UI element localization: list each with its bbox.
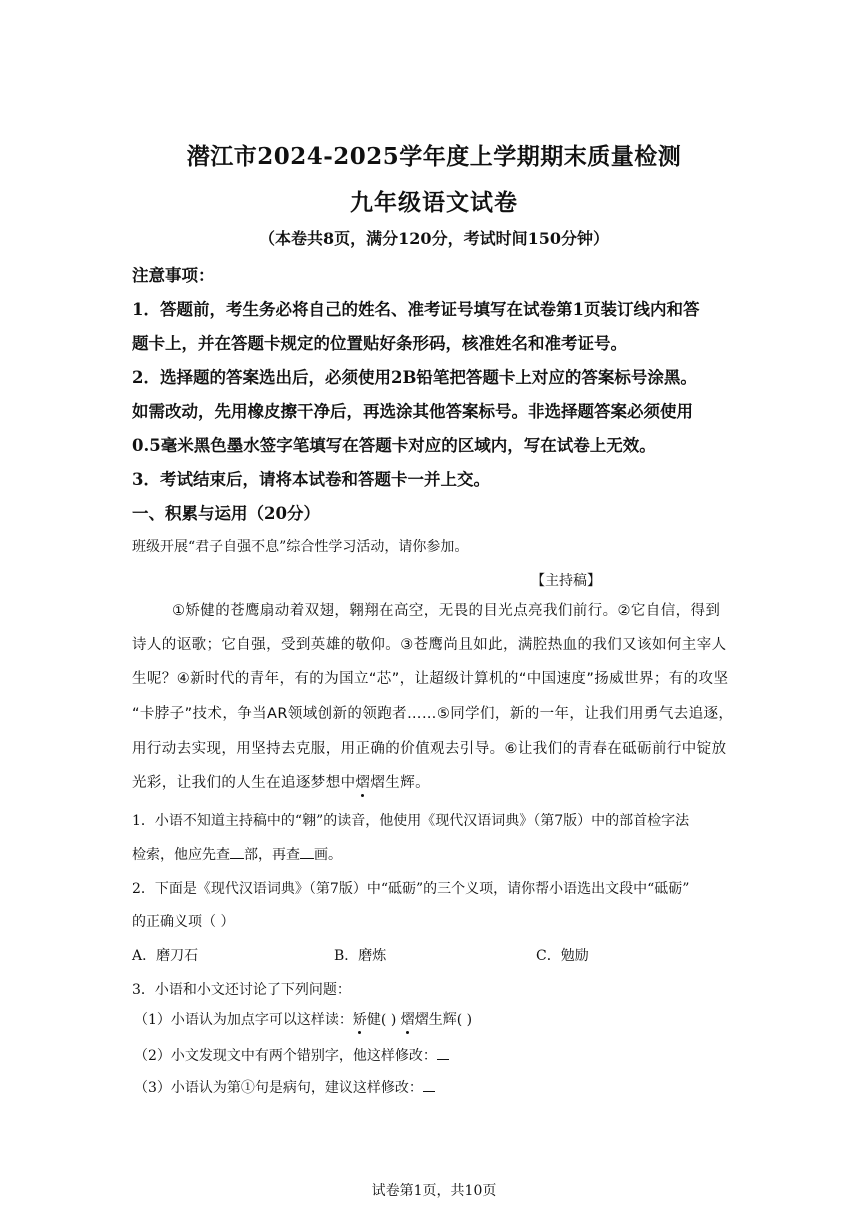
option-b[interactable]: B．磨炼 — [334, 948, 387, 964]
option-a[interactable]: A．磨刀石 — [132, 948, 199, 964]
q3-text: 健( ) — [366, 1012, 397, 1028]
q1-text: 检索，他应先查 — [132, 847, 230, 863]
notice-line: 如需改动，先用橡皮擦干净后，再选涂其他答案标号。非选择题答案必须使用 — [132, 402, 693, 421]
answer-blank[interactable] — [230, 844, 244, 859]
section-heading: 一、积累与运用（20分） — [132, 504, 320, 523]
question-3: 3．小语和小文还讨论了下列问题： — [132, 982, 351, 998]
dotted-char: 熠 — [400, 1012, 415, 1028]
notice-line: 3．考试结束后，请将本试卷和答题卡一并上交。 — [132, 470, 490, 489]
question-3-part3 — [134, 1077, 435, 1097]
question-3-part1 — [134, 1009, 472, 1029]
question-2: 2．下面是《现代汉语词典》（第7版）中“砥砺”的三个义项，请你帮小语选出文段中“砥砺” — [132, 881, 690, 897]
host-line: ①矫健的苍鹰扇动着双翅，翱翔在高空，无畏的目光点亮我们前行。②它自信，得到 — [172, 603, 721, 619]
q3-text: （2）小文发现文中有两个错别字，他这样修改： — [134, 1048, 437, 1064]
q3-text: （3）小语认为第①句是病句，建议这样修改： — [134, 1080, 423, 1096]
dotted-char: 矫 — [352, 1012, 367, 1028]
host-line: “卡脖子”技术，争当AR领域创新的领跑者……⑤同学们，新的一年，让我们用勇气去追逐， — [132, 706, 734, 722]
answer-blank[interactable] — [423, 1077, 435, 1092]
page-footer: 试卷第1页，共10页 — [371, 1183, 497, 1199]
notice-line: 题卡上，并在答题卡规定的位置贴好条形码，核准姓名和准考证号。 — [132, 334, 627, 353]
answer-blank[interactable] — [300, 844, 314, 859]
host-text: 光彩，让我们的人生在追逐梦想中 — [132, 775, 356, 791]
host-text: 熠生辉。 — [370, 775, 431, 791]
host-line — [132, 771, 430, 792]
question-3-part2 — [134, 1045, 449, 1065]
question-2-line2: 的正确义项（ ） — [132, 914, 235, 930]
section-intro: 班级开展“君子自强不息”综合性学习活动，请你参加。 — [132, 539, 469, 555]
exam-note: （本卷共8页，满分120分，考试时间150分钟） — [259, 229, 609, 248]
question-1-line2 — [132, 844, 342, 864]
notice-line: 2．选择题的答案选出后，必须使用2B铅笔把答题卡上对应的答案标号涂黑。 — [132, 368, 697, 387]
option-c[interactable]: C．勉励 — [536, 948, 589, 964]
page-subtitle: 九年级语文试卷 — [350, 189, 518, 216]
q3-text: 熠生辉( ) — [414, 1012, 473, 1028]
host-line: 用行动去实现，用坚持去克服，用正确的价值观去引导。⑥让我们的青春在砥砺前行中锭放 — [132, 741, 727, 757]
page-title: 潜江市2024-2025学年度上学期期末质量检测 — [186, 143, 682, 170]
host-title: 【主持稿】 — [531, 573, 601, 589]
q3-text: （1）小语认为加点字可以这样读： — [134, 1012, 353, 1028]
notice-heading: 注意事项： — [132, 266, 215, 285]
dotted-char: 熠 — [355, 775, 371, 791]
answer-blank[interactable] — [437, 1045, 449, 1060]
q1-text: 部，再查 — [244, 847, 300, 863]
question-1: 1．小语不知道主持稿中的“翱”的读音，他使用《现代汉语词典》（第7版）中的部首检字法 — [132, 813, 690, 829]
host-line: 生呢？④新时代的青年，有的为国立“芯”，让超级计算机的“中国速度”扬威世界；有的攻坚 — [132, 671, 729, 687]
notice-line: 1．答题前，考生务必将自己的姓名、准考证号填写在试卷第1页装订线内和答 — [132, 300, 700, 319]
q1-text: 画。 — [314, 847, 342, 863]
host-line: 诗人的讴歌；它自强，受到英雄的敬仰。③苍鹰尚且如此，满腔热血的我们又该如何主宰人 — [132, 637, 727, 653]
notice-line: 0.5毫米黑色墨水签字笔填写在答题卡对应的区域内，写在试卷上无效。 — [132, 436, 656, 455]
